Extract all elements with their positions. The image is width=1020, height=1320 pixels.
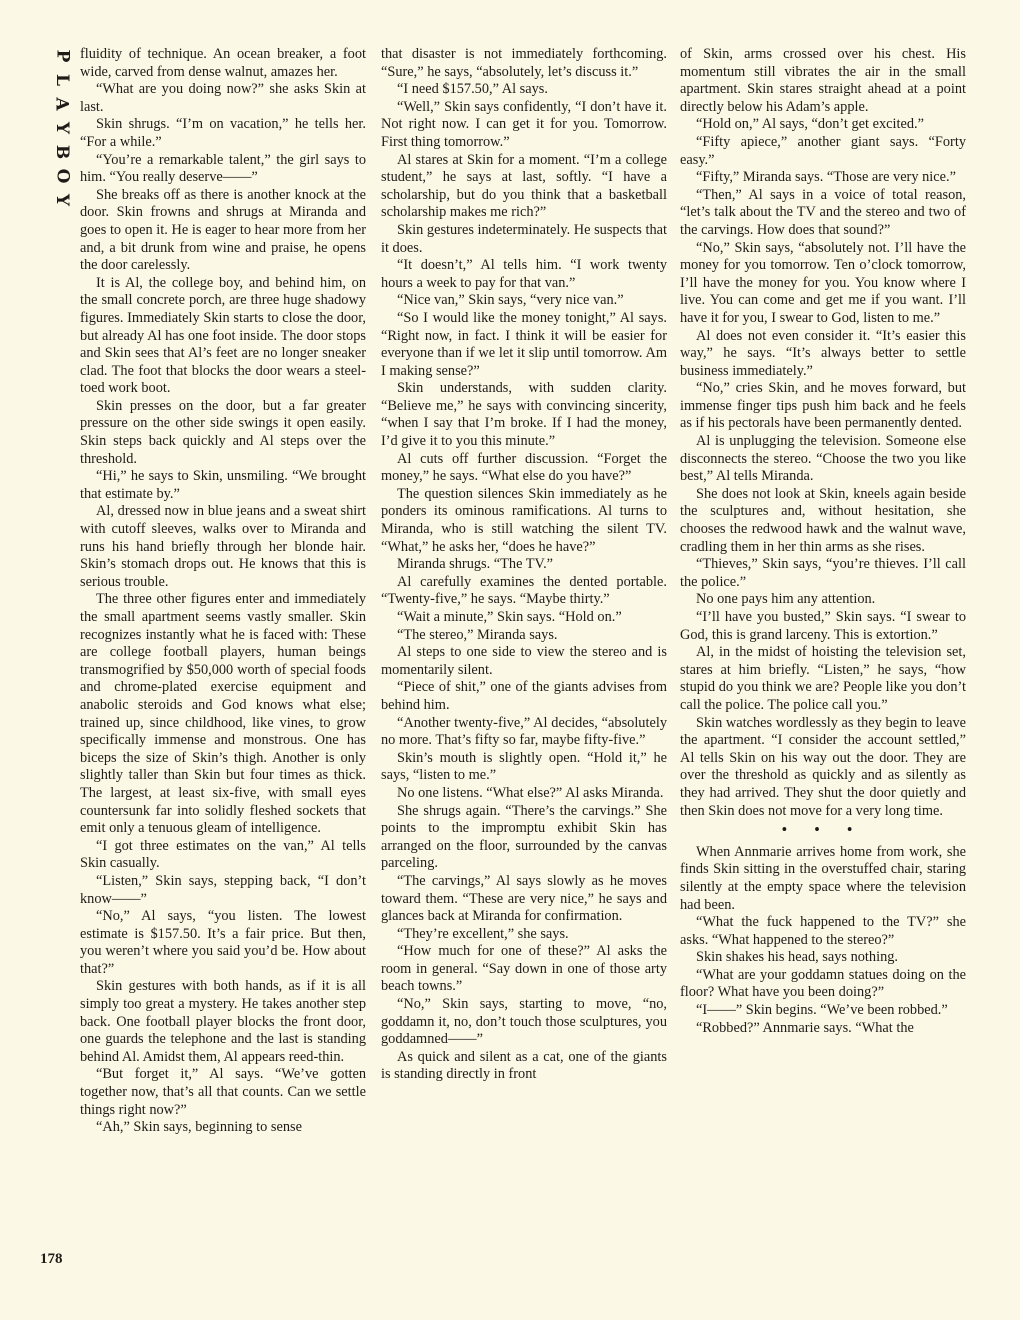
paragraph: “Wait a minute,” Skin says. “Hold on.”: [397, 609, 622, 625]
paragraph: “Then,” Al says in a voice of total reason, “let’s talk about the TV and the stereo and two of the carvings. How does that sound?”: [680, 186, 966, 238]
paragraph: “Ah,” Skin says, beginning to sense: [96, 1119, 302, 1136]
paragraph: “Robbed?” Annmarie says. “What the: [696, 1019, 914, 1036]
paragraph: “Another twenty-five,” Al decides, “absolutely no more. That’s fifty so far, maybe fifty-five.”: [381, 714, 667, 749]
paragraph: Skin gestures indeterminately. He suspects that it does.: [381, 221, 667, 256]
paragraph: Al is unplugging the television. Someone else disconnects the stereo. “Choose the two you like best,” Al tells Miranda.: [680, 433, 966, 485]
paragraph: Al carefully examines the dented portable. “Twenty-five,” he says. “Maybe thirty.”: [381, 573, 667, 608]
masthead-letter: Y: [51, 193, 72, 207]
paragraph: “No,” cries Skin, and he moves forward, but immense finger tips push him back and he feels as if his pectorals have been permanently dented.: [680, 380, 966, 432]
paragraph: “But forget it,” Al says. “We’ve gotten together now, that’s all that counts. Can we settle things right now?”: [80, 1066, 366, 1118]
masthead-letter: B: [52, 144, 72, 160]
paragraph: “No,” Skin says, “absolutely not. I’ll have the money for you tomorrow. Ten o’clock tomorrow, I’ll have the money for you. You know where I live. You can come and get me if you want. I’ll have it for you, I swear to God, listen to me.”: [680, 239, 966, 326]
paragraph: “What are you doing now?” she asks Skin at last.: [80, 81, 366, 115]
paragraph: Al stares at Skin for a moment. “I’m a college student,” he says at last, softly. “I have a scholarship, but do you think that a basketball scholarship makes me rich?”: [381, 151, 667, 221]
paragraph: Skin understands, with sudden clarity. “Believe me,” he says with convincing sincerity, “when I say that I’m broke. If I had the money, I’d give it to you this minute.”: [381, 380, 667, 450]
paragraph: Al, in the midst of hoisting the television set, stares at him briefly. “Listen,” he says, “how stupid do you think we are? People like you don’t call the police. The police call you.”: [680, 644, 966, 713]
paragraph: “It doesn’t,” Al tells him. “I work twenty hours a week to pay for that van.”: [381, 257, 667, 291]
masthead-letter: L: [51, 74, 72, 86]
paragraph: “Hi,” he says to Skin, unsmiling. “We brought that estimate by.”: [80, 468, 366, 502]
paragraph: “What are your goddamn statues doing on the floor? What have you been doing?”: [680, 966, 966, 1001]
paragraph: “They’re excellent,” she says.: [397, 925, 569, 942]
paragraph: Al cuts off further discussion. “Forget the money,” he says. “What else do you have?”: [381, 450, 667, 485]
paragraph: Miranda shrugs. “The TV.”: [397, 556, 554, 573]
paragraph: Al steps to one side to view the stereo and is momentarily silent.: [381, 644, 667, 678]
paragraph: “I need $157.50,” Al says.: [397, 81, 548, 98]
paragraph: “What the fuck happened to the TV?” she asks. “What happened to the stereo?”: [680, 914, 966, 948]
magazine-masthead: [50, 44, 74, 212]
masthead-letter: O: [52, 168, 72, 184]
paragraph: “Hold on,” Al says, “don’t get excited.”: [696, 116, 924, 133]
paragraph: “Fifty apiece,” another giant says. “Forty easy.”: [680, 133, 966, 168]
paragraph: When Annmarie arrives home from work, she finds Skin sitting in the overstuffed chair, staring silently at the empty space where the television had been.: [680, 843, 966, 913]
paragraph: The three other figures enter and immediately the small apartment seems vastly smaller. Skin recognizes instantly what he is faced with: These are college football players, human beings transmogrified by $50,000 worth of special foods and chrome-plated exercise equipment and anabolic steroids and God knows what else; trained up, since childhood, like vines, to grow specifically immense and monstrous. One has biceps the size of Skin’s thigh. Another is only slightly taller than Skin but four times as thick. The largest, at least six-five, with small eyes countersunk far into solidly fleshed sockets that emit only a tenuous gleam of intelligence.: [80, 591, 366, 837]
paragraph: Skin watches wordlessly as they begin to leave the apartment. “I consider the account settled,” Al tells Skin on his way out the door. They are over the threshold as quickly and as silently as they had arrived. They shut the door quietly and then Skin does not move for a very long time.: [680, 714, 966, 819]
text-column-2: [381, 46, 667, 1084]
paragraph: “How much for one of these?” Al asks the room in general. “Say down in one of those arty beach towns.”: [381, 943, 667, 995]
paragraph: “Fifty,” Miranda says. “Those are very nice.”: [696, 169, 956, 186]
paragraph: “The stereo,” Miranda says.: [397, 626, 558, 643]
paragraph: It is Al, the college boy, and behind him, on the small concrete porch, are three huge shadowy figures. Immediately Skin starts to close the door, but already Al has one foot inside. The door stops and Skin sees that Al’s feet are no longer sneaker clad. The foot that blocks the door wears a steel-toed work boot.: [80, 274, 366, 397]
paragraph: “Well,” Skin says confidently, “I don’t have it. Not right now. I can get it for you. Tomorrow. First thing tomorrow.”: [381, 98, 667, 150]
paragraph: Skin shakes his head, says nothing.: [696, 949, 898, 966]
text-column-1: [80, 46, 366, 1137]
paragraph: “I got three estimates on the van,” Al tells Skin casually.: [80, 837, 366, 872]
paragraph: “I’ll have you busted,” Skin says. “I swear to God, this is grand larceny. This is extortion.”: [680, 609, 966, 643]
paragraph: Skin’s mouth is slightly open. “Hold it,” he says, “listen to me.”: [381, 749, 667, 784]
page-number: 178: [40, 1251, 63, 1267]
paragraph: Skin shrugs. “I’m on vacation,” he tells her. “For a while.”: [80, 116, 366, 150]
paragraph: No one listens. “What else?” Al asks Miranda.: [397, 784, 664, 801]
paragraph: Al, dressed now in blue jeans and a sweat shirt with cutoff sleeves, walks over to Miranda and runs his hand briefly through her blonde hair. Skin’s stomach drops out. He knows that this is serious trouble.: [80, 503, 366, 590]
paragraph: “No,” Al says, “you listen. The lowest estimate is $157.50. It’s a fair price. But then, you weren’t where you said you’d be. How about that?”: [80, 908, 366, 977]
paragraph: “Listen,” Skin says, stepping back, “I don’t know——”: [80, 872, 366, 907]
paragraph: that disaster is not immediately forthcoming. “Sure,” he says, “absolutely, let’s discuss it.”: [381, 46, 667, 80]
paragraph: Al does not even consider it. “It’s easier this way,” he says. “It’s always better to settle business immediately.”: [680, 327, 966, 379]
paragraph: Skin gestures with both hands, as if it is all simply too great a mystery. He takes another step back. One football player blocks the front door, one guards the telephone and the last is standing behind Al. Amidst them, Al appears reed-thin.: [80, 978, 366, 1065]
paragraph: She breaks off as there is another knock at the door. Skin frowns and shrugs at Miranda and goes to open it. He is eager to hear more from her and, a bit drunk from wine and praise, he opens the door carelessly.: [80, 186, 366, 274]
paragraph: of Skin, arms crossed over his chest. His momentum still vibrates the air in the small apartment. Skin stares straight ahead at a point directly below his Adam’s apple.: [680, 46, 966, 115]
paragraph: “Nice van,” Skin says, “very nice van.”: [397, 292, 624, 309]
paragraph: She does not look at Skin, kneels again beside the sculptures and, without hesitation, she chooses the redwood hawk and the walnut wave, cradling them in her thin arms as she rises.: [680, 485, 966, 555]
paragraph: “The carvings,” Al says slowly as he moves toward them. “These are very nice,” he says and glances back at Miranda for confirmation.: [381, 872, 667, 925]
paragraph: “So I would like the money tonight,” Al says. “Right now, in fact. I think it will be easier for everyone than if we let it slip until tomorrow. Am I making sense?”: [381, 309, 667, 379]
paragraph: No one pays him any attention.: [696, 591, 876, 608]
paragraph: The question silences Skin immediately as he ponders its ominous ramifications. Al turns to Miranda, who is still watching the silent TV. “What,” he asks her, “does he have?”: [381, 485, 667, 555]
paragraph: As quick and silent as a cat, one of the giants is standing directly in front: [381, 1048, 667, 1083]
section-break: • • •: [781, 822, 865, 839]
paragraph: “You’re a remarkable talent,” the girl says to him. “You really deserve——”: [80, 151, 366, 186]
masthead-letter: Y: [51, 121, 72, 135]
text-column-3: [680, 46, 966, 1037]
paragraph: fluidity of technique. An ocean breaker, a foot wide, carved from dense walnut, amazes her.: [80, 46, 366, 80]
paragraph: “Piece of shit,” one of the giants advises from behind him.: [381, 679, 667, 713]
masthead-letter: A: [51, 97, 72, 111]
paragraph: “Thieves,” Skin says, “you’re thieves. I’ll call the police.”: [680, 556, 966, 590]
masthead-letter: P: [51, 49, 72, 63]
paragraph: “I——” Skin begins. “We’ve been robbed.”: [696, 1002, 948, 1019]
paragraph: She shrugs again. “There’s the carvings.” She points to the impromptu exhibit Skin has arranged on the floor, surrounded by the canvas parceling.: [381, 802, 667, 872]
paragraph: Skin presses on the door, but a far greater pressure on the other side swings it open easily. Skin steps back quickly and Al steps over the threshold.: [80, 397, 366, 467]
paragraph: “No,” Skin says, starting to move, “no, goddamn it, no, don’t touch those sculptures, you goddamned——”: [381, 996, 667, 1048]
